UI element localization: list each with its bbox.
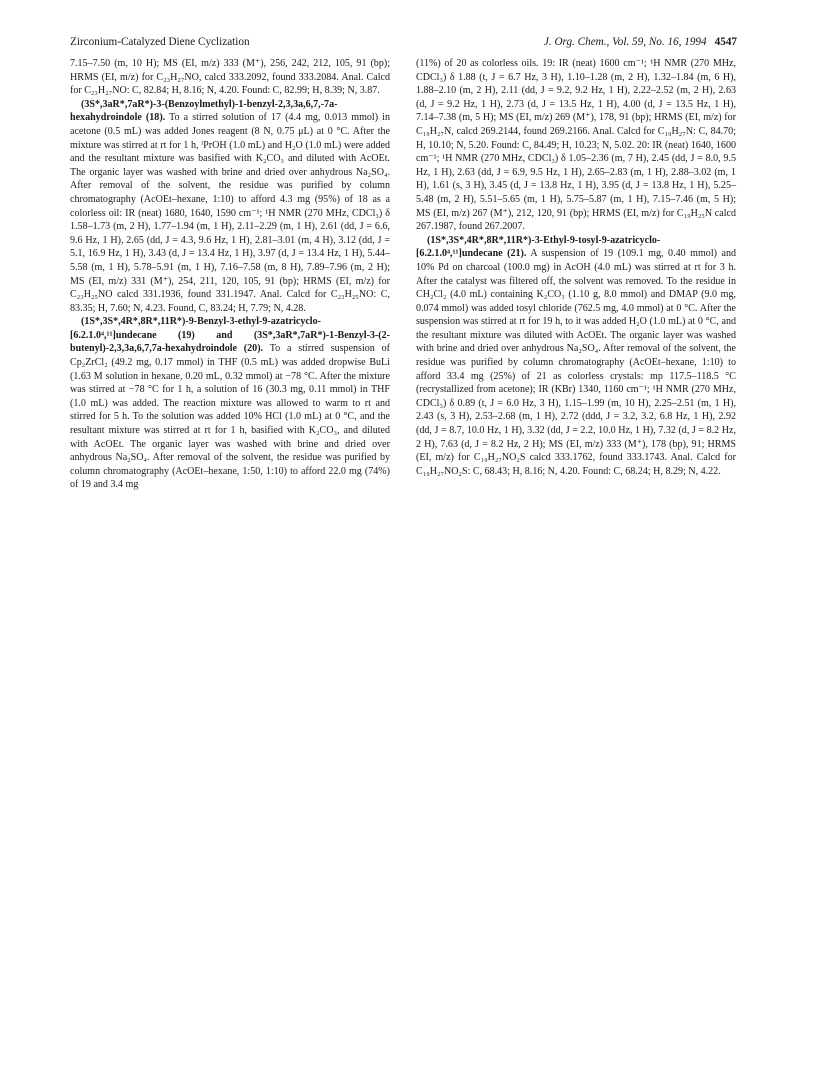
paragraph-compound-21 [416,234,736,479]
paragraph-compound-18 [70,98,390,316]
right-column [416,57,736,478]
running-head-title: Zirconium-Catalyzed Diene Cyclization [70,36,250,48]
paragraph-continued: 7.15–7.50 (m, 10 H); MS (EI, m/z) 333 (M⁺), 256, 242, 212, 105, 91 (bp); HRMS (EI, m/z) for C₂₃H₂₇NO, calcd 333.2092, found 333.2084. Anal. Calcd for C₂₃H₂₇NO: C, 82.84; H, 8.16; N, 4.20. Found: C, 82.99; H, 8.39; N, 3.87. [70,58,390,97]
paragraph-characterization-19-20: (11%) of 20 as colorless oils. 19: IR (neat) 1600 cm⁻¹; ¹H NMR (270 MHz, CDCl₃) δ 1.88 (t, J = 6.7 Hz, 3 H), 1.10–1.28 (m, 2 H), 1.32–1.84 (m, 6 H), 1.88–2.10 (m, 2 H), 2.11 (dd, J = 9.2, 9.2 Hz, 1 H), 2.22–2.52 (m, 2 H), 2.63 (d, J = 9.2 Hz, 1 H), 2.73 (d, J = 13.5 Hz, 1 H), 4.00 (d, J = 13.5 Hz, 1 H), 7.14–7.38 (m, 5 H); MS (EI, m/z) 269 (M⁺), 178, 91 (bp); HRMS (EI, m/z) for C₁₉H₂₇N, calcd 269.2144, found 269.2166. Anal. Calcd for C₁₉H₂₇N: C, 84.70; H, 10.10; N, 5.20. Found: C, 84.49; H, 10.23; N, 5.02. 20: IR (neat) 1640, 1600 cm⁻¹; ¹H NMR (270 MHz, CDCl₃) δ 1.05–2.36 (m, 7 H), 2.45 (dd, J = 8.0, 9.5 Hz, 1 H), 2.63 (dd, J = 6.9, 9.5 Hz, 1 H), 2.65–2.83 (m, 1 H), 2.88–3.02 (m, 1 H), 1.61 (s, 3 H), 3.45 (d, J = 13.8 Hz, 1 H), 3.95 (d, J = 13.8 Hz, 1 H), 5.25–5.48 (m, 2 H), 5.51–5.65 (m, 1 H), 5.75–5.87 (m, 1 H), 7.15–7.46 (m, 5 H); MS (EI, m/z) 267 (M⁺), 212, 120, 91 (bp); HRMS (EI, m/z) for C₁₉H₂₅N calcd 267.1987, found 267.2007. [416,58,736,233]
compound-heading-19-20: (1S*,3S*,4R*,8R*,11R*)-9-Benzyl-3-ethyl-9-azatricyclo-[6.2.1.0⁴,¹¹]undecane (19) and (3S*,3aR*,7aR*)-1-Benzyl-3-(2-butenyl)-2,3,3a,6,7,7a-hexahydroindole (20). [70,316,390,355]
running-head [70,34,737,50]
procedure-text-19-20: To a stirred suspension of Cp₂ZrCl₂ (49.2 mg, 0.17 mmol) in THF (0.5 mL) was added dropwise BuLi (1.63 M solution in hexane, 0.20 mL, 0.32 mmol) at −78 °C. After the mixture was stirred at −78 °C for 1 h, a solution of 16 (30.3 mg, 0.11 mmol) in THF (1.0 mL) was added. The reaction mixture was allowed to warm to rt and stirred for 5 h. To the solution was added 10% HCl (1.0 mL) at 0 °C, and the resultant mixture was stirred at rt for 1 h, basified with K₂CO₃, and diluted with AcOEt. The organic layer was washed with brine and dried over anhydrous Na₂SO₄. After removal of the solvent, the residue was purified by column chromatography (AcOEt–hexane, 1:50, 1:10) to afford 22.0 mg (74%) of 19 and 3.4 mg [70,343,390,491]
page-number: 4547 [714,36,737,48]
left-column [70,57,390,492]
compound-heading-21: (1S*,3S*,4R*,8R*,11R*)-3-Ethyl-9-tosyl-9-azatricyclo-[6.2.1.0⁴,¹¹]undecane (21). [416,234,661,260]
running-head-citation [544,34,737,50]
procedure-text-21: A suspension of 19 (109.1 mg, 0.40 mmol) and 10% Pd on charcoal (100.0 mg) in AcOH (4.0 mL) was stirred at rt for 3 h. After the catalyst was filtered off, the solvent was removed. To the residue in CH₂Cl₂ (4.0 mL) containing K₂CO₃ (1.10 g, 8.0 mmol) and DMAP (9.0 mg, 0.074 mmol) was added tosyl chloride (762.5 mg, 4.0 mmol) at 0 °C. After the suspension was stirred at rt for 19 h, to it was added H₂O (1.0 mL) at 0 °C, and the resultant mixture was diluted with AcOEt. The organic layer was washed with brine and dried over anhydrous Na₂SO₄. After removal of the solvent, the residue was purified by column chromatography (AcOEt–hexane, 1:10) to afford 33.4 mg (25%) of 21 as colorless crystals: mp 117.5–118.5 °C (recrystallized from acetone); IR (KBr) 1340, 1160 cm⁻¹; ¹H NMR (270 MHz, CDCl₃) δ 0.89 (t, J = 6.0 Hz, 3 H), 1.15–1.99 (m, 10 H), 2.25–2.51 (m, 1 H), 2.43 (s, 3 H), 2.53–2.68 (m, 1 H), 2.72 (ddd, J = 3.2, 3.2, 6.8 Hz, 1 H), 2.92 (dd, J = 8.7, 10.0 Hz, 1 H), 3.32 (dd, J = 2.2, 10.0 Hz, 1 H), 7.32 (d, J = 8.2 Hz, 2 H), 7.63 (d, J = 8.2 Hz, 2 H); MS (EI, m/z) 333 (M⁺), 178 (bp), 91; HRMS (EI, m/z) for C₁₉H₂₇NO₂S calcd 333.1762, found 333.1743. Anal. Calcd for C₁₉H₂₇NO₂S: C, 68.43; H, 8.16; N, 4.20. Found: C, 68.24; H, 8.29; N, 4.22. [416,248,736,477]
compound-heading-18: (3S*,3aR*,7aR*)-3-(Benzoylmethyl)-1-benzyl-2,3,3a,6,7,-7a-hexahydroindole (18). [70,98,338,124]
paragraph-compound-19-20 [70,315,390,492]
procedure-text-18: To a stirred solution of 17 (4.4 mg, 0.013 mmol) in acetone (0.5 mL) was added Jones reagent (8 N, 0.75 μL) at 0 °C. After the mixture was stirred at rt for 1 h, ⁱPrOH (1.0 mL) and H₂O (1.0 mL) were added and the resultant mixture was basified with K₂CO₃ and diluted with AcOEt. The organic layer was washed with brine and dried over anhydrous Na₂SO₄. After removal of the solvent, the residue was purified by column chromatography (AcOEt–hexane, 1:10) to afford 4.3 mg (95%) of 18 as a colorless oil: IR (neat) 1680, 1640, 1590 cm⁻¹; ¹H NMR (270 MHz, CDCl₃) δ 1.58–1.73 (m, 2 H), 1.77–1.94 (m, 1 H), 2.11–2.29 (m, 1 H), 2.61 (dd, J = 6.6, 9.6 Hz, 1 H), 2.65 (dd, J = 4.3, 9.6 Hz, 1 H), 2.81–3.01 (m, 4 H), 3.12 (dd, J = 5.1, 16.9 Hz, 1 H), 3.43 (d, J = 13.4 Hz, 1 H), 3.97 (d, J = 13.4 Hz, 1 H), 5.44–5.58 (m, 1 H), 5.78–5.91 (m, 1 H), 7.16–7.58 (m, 8 H), 7.89–7.96 (m, 2 H); MS (EI, m/z) 331 (M⁺), 254, 211, 120, 105, 91 (bp); HRMS (EI, m/z) for C₂₃H₂₅NO calcd 331.1936, found 331.1947. Anal. Calcd for C₂₃H₂₅NO: C, 83.35; H, 7.60; N, 4.23. Found, C, 83.24; H, 7.79; N, 4.28. [70,112,390,314]
journal-citation: J. Org. Chem., Vol. 59, No. 16, 1994 [543,36,707,48]
